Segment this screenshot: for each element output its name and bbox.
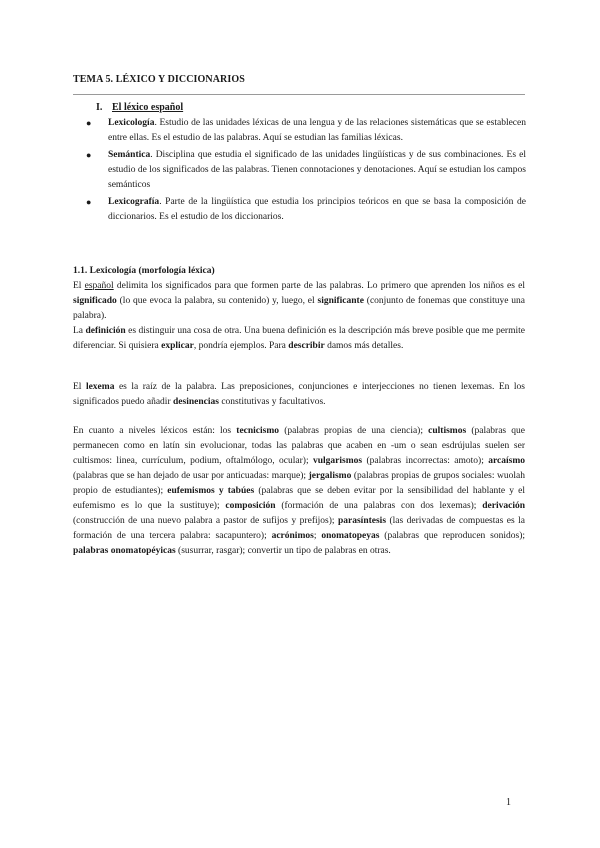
bullet-icon: ● <box>86 118 92 128</box>
text-run: El <box>73 382 86 392</box>
list-item <box>86 148 526 193</box>
paragraph-2 <box>73 324 525 354</box>
subsection-body <box>73 264 525 354</box>
bold-term: jergalismo <box>308 471 352 481</box>
text-run: (palabras que permanecen como en latín sin evolucionar, todas las palabras que acaben en -um o sean esdrújulas suelen ser cultismos: linea, currículum, podium, oftalmólogo, ocular); <box>73 426 526 466</box>
paragraph-1 <box>73 279 525 324</box>
paragraph-3 <box>73 380 525 410</box>
text-run: (susurrar, rasgar); convertir un tipo de palabras en otras. <box>175 546 391 556</box>
text-run: (formación de una palabras con dos lexemas); <box>275 501 483 511</box>
bold-term: eufemismos y tabúes <box>167 486 255 496</box>
bold-term: parasíntesis <box>337 516 387 526</box>
subsection-heading: 1.1. Lexicología (morfología léxica) <box>73 266 215 276</box>
section-title: El léxico español <box>112 102 184 113</box>
definitions-list <box>86 116 526 227</box>
text-run: (las derivadas de compuestas es la formación de una tercera palabra: sacapuntero); <box>73 516 525 541</box>
bold-term: significado <box>73 296 117 306</box>
definition-text: . Estudio de las unidades léxicas de una lengua y de las relaciones sistemáticas que se establecen entre ellas. Es el estudio de las palabras. Aquí se estudian las familias léxicas. <box>108 118 526 143</box>
text-run: (palabras que reproducen sonidos); <box>379 531 526 541</box>
term: Semántica <box>108 150 151 160</box>
definition-text: . Disciplina que estudia el significado de las unidades lingüísticas y de sus combinaciones. Es el estudio de los significados de las palabras. Tienen connotaciones y denotaciones. Aquí se estudian los campos semánticos <box>108 150 526 190</box>
bullet-icon: ● <box>86 197 92 207</box>
bullet-icon: ● <box>86 150 92 160</box>
bold-term: tecnicismo <box>236 426 280 436</box>
text-run: damos más detalles. <box>324 341 404 351</box>
bold-term: lexema <box>85 382 115 392</box>
text-run: (palabras incorrectas: amoto); <box>362 456 489 466</box>
text-run: La <box>73 326 86 336</box>
bold-term: vulgarismos <box>312 456 363 466</box>
bold-term: cultismos <box>428 426 467 436</box>
bold-term: arcaísmo <box>488 456 525 466</box>
term: Lexicología <box>108 118 155 128</box>
bold-term: desinencias <box>173 397 219 407</box>
text-run: En cuanto a niveles léxicos están: los <box>73 426 237 436</box>
text-run: (conjunto de fonemas que constituye una palabra). <box>73 296 525 321</box>
list-item <box>86 116 526 146</box>
bold-term: acrónimos <box>271 531 314 541</box>
title-divider <box>73 94 525 95</box>
bold-term: significante <box>317 296 364 306</box>
section-number: I. <box>96 102 103 113</box>
text-run: ; <box>313 531 322 541</box>
text-run: (construcción de una nuevo palabra a pastor de sufijos y prefijos); <box>73 516 338 526</box>
niveles-block <box>73 424 525 559</box>
text-run: (palabras que se deben evitar por la sensibilidad del hablante y el eufemismo es lo que la sustituye); <box>73 486 525 511</box>
bold-term: composición <box>225 501 276 511</box>
term: Lexicografía <box>108 197 160 207</box>
bold-term: describir <box>288 341 325 351</box>
lexema-block <box>73 380 525 410</box>
definition-text: . Parte de la lingüística que estudia los principios teóricos en que se basa la composición de diccionarios. Es el estudio de los diccionarios. <box>108 197 526 222</box>
text-run: El <box>73 281 85 291</box>
text-run: (lo que evoca la palabra, su contenido) y, luego, el <box>116 296 318 306</box>
text-run: , pondría ejemplos. Para <box>193 341 289 351</box>
text-run: (palabras que se han dejado de usar por anticuadas: marque); <box>73 471 309 481</box>
text-run: constitutivas y facultativos. <box>218 397 326 407</box>
text-run: (palabras propias de una ciencia); <box>279 426 429 436</box>
underlined-term: español <box>84 281 114 291</box>
text-run: (palabras propias de grupos sociales: wuolah propio de estudiantes); <box>73 471 525 496</box>
document-title: TEMA 5. LÉXICO Y DICCIONARIOS <box>73 74 245 85</box>
text-run: delimita los significados para que formen parte de las palabras. Lo primero que aprenden los niños es el <box>113 281 525 291</box>
list-item <box>86 195 526 225</box>
bold-term: explicar <box>161 341 194 351</box>
paragraph-4 <box>73 424 525 559</box>
text-run: es la raíz de la palabra. Las preposiciones, conjunciones e interjecciones no tienen lexemas. En los significados puedo añadir <box>73 382 525 407</box>
bold-term: onomatopeyas <box>321 531 380 541</box>
bold-term: definición <box>85 326 126 336</box>
bold-term: palabras onomatopéyicas <box>73 546 176 556</box>
text-run: es distinguir una cosa de otra. Una buena definición es la descripción más breve posible que me permite diferenciar. Si quisiera <box>73 326 525 351</box>
bold-term: derivación <box>482 501 525 511</box>
section-heading <box>96 102 183 113</box>
page-number: 1 <box>506 797 511 808</box>
